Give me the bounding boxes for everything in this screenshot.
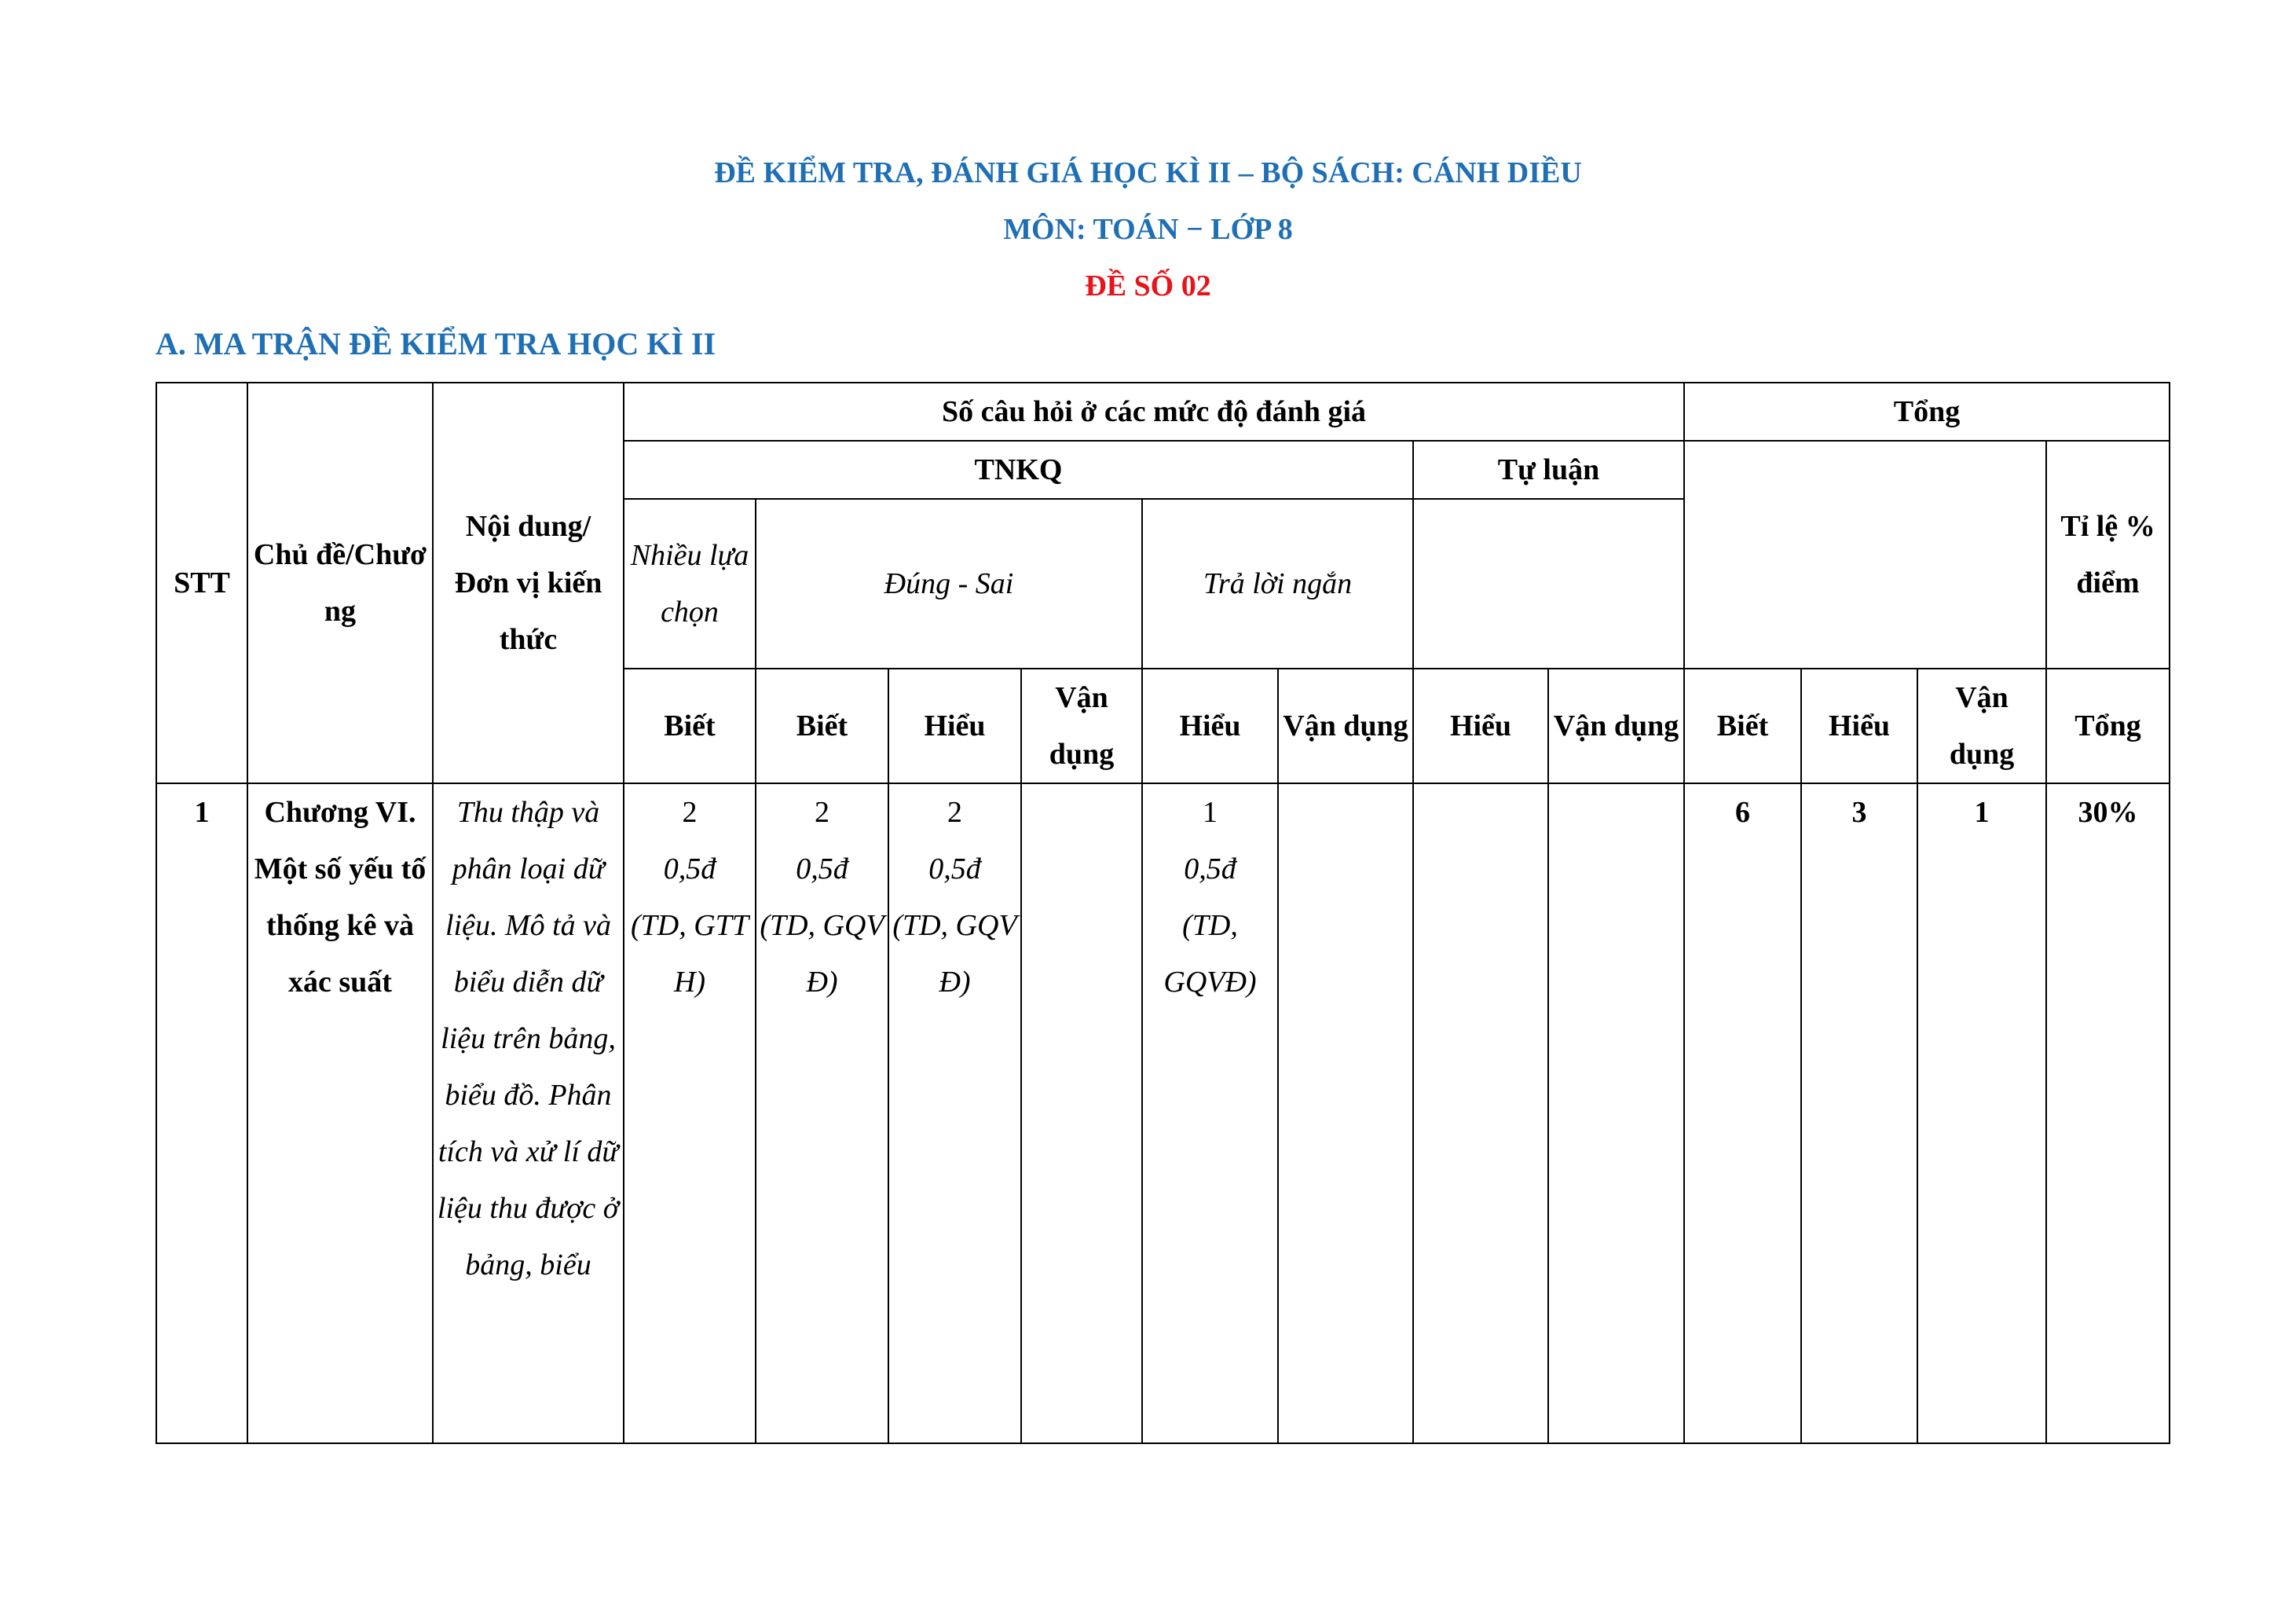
cell-ds-biet	[756, 783, 888, 1443]
cell-points: 0,5đ	[796, 852, 848, 885]
row-chu-de: Chương VI. Một số yếu tố thống kê và xác suất	[247, 783, 433, 1443]
level-van-dung: Vận dụng	[1021, 669, 1142, 783]
level-van-dung: Vận dụng	[1278, 669, 1413, 783]
header-tong-blank	[1684, 441, 2046, 669]
level-van-dung: Vận dụng	[1548, 669, 1684, 783]
cell-competency: (TD, GQVĐ)	[892, 909, 1017, 999]
level-tong-biet: Biết	[1684, 669, 1801, 783]
exam-matrix-table	[156, 382, 2170, 1444]
table-row	[156, 783, 2170, 1443]
level-biet: Biết	[624, 669, 756, 783]
cell-ds-van-dung	[1021, 783, 1142, 1443]
cell-competency: (TD, GQVĐ)	[1163, 909, 1257, 999]
header-tu-luan-blank	[1413, 499, 1684, 669]
level-biet: Biết	[756, 669, 888, 783]
exam-number: ĐỀ SỐ 02	[1085, 269, 1211, 302]
subject-title: MÔN: TOÁN − LỚP 8	[1003, 213, 1293, 246]
level-tong-hieu: Hiểu	[1801, 669, 1917, 783]
header-ti-le: Tỉ lệ % điểm	[2046, 441, 2170, 669]
exam-title: ĐỀ KIỂM TRA, ĐÁNH GIÁ HỌC KÌ II – BỘ SÁCH: CÁNH DIỀU	[714, 156, 1582, 189]
section-a-heading: A. MA TRẬN ĐỀ KIỂM TRA HỌC KÌ II	[156, 326, 716, 361]
cell-count: 1	[1203, 796, 1218, 829]
level-tong-van-dung: Vận dụng	[1917, 669, 2046, 783]
header-dung-sai: Đúng - Sai	[756, 499, 1142, 669]
header-tong: Tổng	[1684, 383, 2170, 441]
header-stt: STT	[156, 383, 247, 783]
header-nhieu-lua-chon: Nhiều lựa chọn	[624, 499, 756, 669]
cell-count: 2	[947, 796, 962, 829]
cell-tln-hieu	[1142, 783, 1278, 1443]
row-stt: 1	[156, 783, 247, 1443]
cell-points: 0,5đ	[928, 852, 981, 885]
cell-count: 2	[815, 796, 829, 829]
header-tra-loi-ngan: Trả lời ngắn	[1142, 499, 1413, 669]
cell-tl-van-dung	[1548, 783, 1684, 1443]
cell-tong-van-dung: 1	[1917, 783, 2046, 1443]
cell-tl-hieu	[1413, 783, 1548, 1443]
header-noi-dung: Nội dung/ Đơn vị kiến thức	[433, 383, 624, 783]
cell-tong-ti-le: 30%	[2046, 783, 2170, 1443]
header-so-cau-hoi: Số câu hỏi ở các mức độ đánh giá	[624, 383, 1684, 441]
row-noi-dung: Thu thập và phân loại dữ liệu. Mô tả và biểu diễn dữ liệu trên bảng, biểu đồ. Phân tích và xử lí dữ liệu thu được ở bảng, biểu	[433, 783, 624, 1443]
cell-count: 2	[682, 796, 698, 829]
cell-tong-biet: 6	[1684, 783, 1801, 1443]
cell-tong-hieu: 3	[1801, 783, 1917, 1443]
header-chu-de: Chủ đề/Chương	[247, 383, 433, 783]
cell-competency: (TD, GTTH)	[631, 909, 749, 999]
level-hieu: Hiểu	[1142, 669, 1278, 783]
cell-points: 0,5đ	[663, 852, 716, 885]
level-tong: Tổng	[2046, 669, 2170, 783]
header-tnkq: TNKQ	[624, 441, 1413, 499]
cell-competency: (TD, GQVĐ)	[760, 909, 884, 999]
cell-nlc-biet	[624, 783, 756, 1443]
level-hieu: Hiểu	[888, 669, 1021, 783]
cell-tln-van-dung	[1278, 783, 1413, 1443]
level-hieu: Hiểu	[1413, 669, 1548, 783]
header-tu-luan: Tự luận	[1413, 441, 1684, 499]
cell-ds-hieu	[888, 783, 1021, 1443]
cell-points: 0,5đ	[1184, 852, 1236, 885]
